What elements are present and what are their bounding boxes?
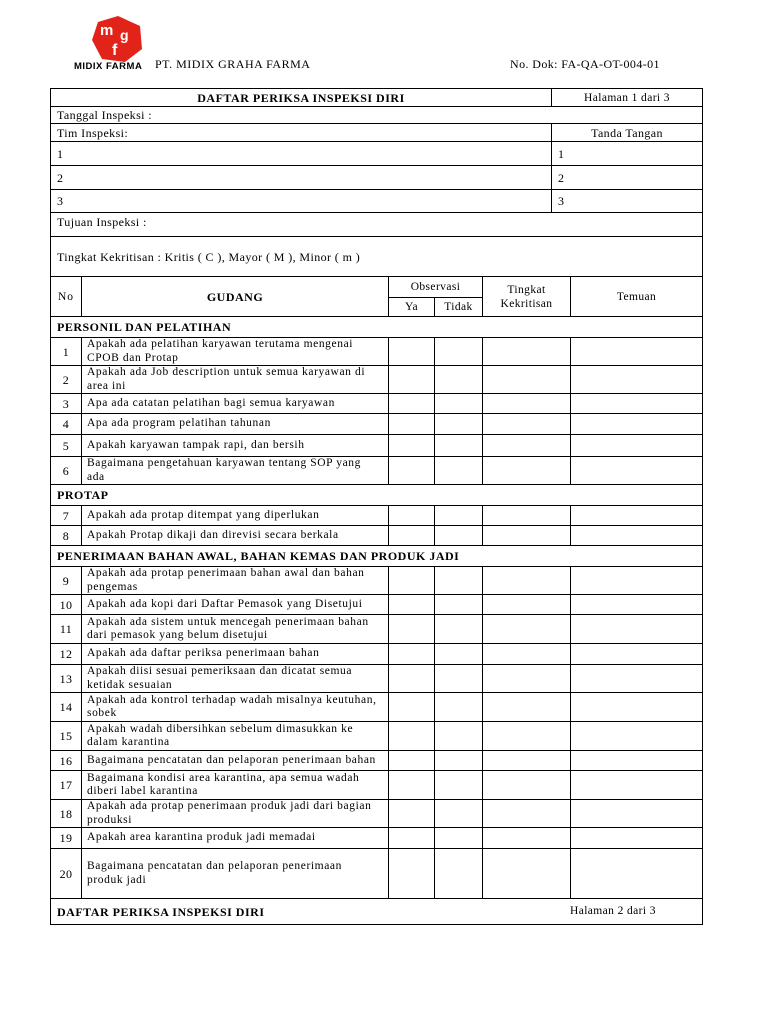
observation-yes-cell (388, 525, 434, 545)
team-member-row: 1 (50, 141, 551, 165)
item-question: Apa ada program pelatihan tahunan (81, 413, 388, 434)
observation-yes-cell (388, 643, 434, 664)
item-question: Apakah ada kopi dari Daftar Pemasok yang Disetujui (81, 594, 388, 614)
checklist-row (50, 337, 702, 365)
observation-yes-cell (388, 848, 434, 898)
observation-no-cell (434, 337, 482, 365)
observation-no-cell (434, 505, 482, 525)
criticality-cell (482, 614, 570, 643)
criticality-cell (482, 594, 570, 614)
item-number: 5 (50, 434, 81, 456)
observation-no-cell (434, 525, 482, 545)
item-number: 7 (50, 505, 81, 525)
criticality-cell (482, 750, 570, 770)
column-header-observation: Observasi (388, 276, 482, 297)
item-number: 6 (50, 456, 81, 484)
criticality-cell (482, 505, 570, 525)
checklist-row (50, 664, 702, 692)
observation-yes-cell (388, 770, 434, 799)
observation-yes-cell (388, 456, 434, 484)
item-number: 9 (50, 566, 81, 594)
team-member-row: 3 (50, 189, 551, 212)
findings-cell (570, 614, 702, 643)
criticality-cell (482, 721, 570, 750)
item-question: Apakah wadah dibersihkan sebelum dimasukkan ke dalam karantina (81, 721, 388, 750)
section-header: PROTAP (50, 484, 702, 505)
criticality-cell (482, 770, 570, 799)
logo-wordmark: MIDIX FARMA (74, 61, 143, 72)
findings-cell (570, 643, 702, 664)
checklist-row (50, 365, 702, 393)
footer-row (50, 898, 702, 924)
item-question: Bagaimana pencatatan dan pelaporan penerimaan bahan (81, 750, 388, 770)
item-number: 8 (50, 525, 81, 545)
item-question: Apakah ada pelatihan karyawan terutama mengenai CPOB dan Protap (81, 337, 388, 365)
item-number: 11 (50, 614, 81, 643)
logo-letter-f: f (112, 42, 118, 59)
findings-cell (570, 848, 702, 898)
document-number: No. Dok: FA-QA-OT-004-01 (510, 57, 660, 71)
item-number: 12 (50, 643, 81, 664)
column-header-area: GUDANG (81, 276, 388, 316)
inspection-purpose-label: Tujuan Inspeksi : (50, 212, 702, 236)
item-question: Apakah ada protap penerimaan produk jadi dari bagian produksi (81, 799, 388, 827)
observation-yes-cell (388, 750, 434, 770)
criticality-cell (482, 413, 570, 434)
checklist-row (50, 692, 702, 721)
findings-cell (570, 505, 702, 525)
item-number: 1 (50, 337, 81, 365)
observation-no-cell (434, 721, 482, 750)
logo-letter-g: g (120, 27, 129, 43)
criticality-cell (482, 456, 570, 484)
item-number: 16 (50, 750, 81, 770)
observation-yes-cell (388, 393, 434, 413)
item-question: Apakah Protap dikaji dan direvisi secara berkala (81, 525, 388, 545)
checklist-row (50, 827, 702, 848)
criticality-cell (482, 692, 570, 721)
logo-letter-m: m (100, 22, 114, 39)
checklist-row (50, 505, 702, 525)
item-number: 4 (50, 413, 81, 434)
findings-cell (570, 799, 702, 827)
findings-cell (570, 692, 702, 721)
findings-cell (570, 721, 702, 750)
findings-cell (570, 393, 702, 413)
checklist-row (50, 393, 702, 413)
checklist-row (50, 770, 702, 799)
criticality-cell (482, 393, 570, 413)
observation-yes-cell (388, 413, 434, 434)
item-number: 14 (50, 692, 81, 721)
observation-no-cell (434, 664, 482, 692)
company-logo-icon (92, 16, 142, 62)
observation-yes-cell (388, 721, 434, 750)
observation-no-cell (434, 643, 482, 664)
observation-no-cell (434, 750, 482, 770)
checklist-row (50, 721, 702, 750)
column-header-no: No (50, 276, 81, 316)
criticality-cell (482, 337, 570, 365)
criticality-cell (482, 643, 570, 664)
observation-no-cell (434, 614, 482, 643)
column-header-yes: Ya (388, 297, 434, 316)
checklist-row (50, 614, 702, 643)
item-question: Apakah ada protap penerimaan bahan awal dan bahan pengemas (81, 566, 388, 594)
criticality-cell (482, 827, 570, 848)
item-number: 17 (50, 770, 81, 799)
signature-row: 3 (551, 189, 702, 212)
item-question: Apakah area karantina produk jadi memadai (81, 827, 388, 848)
item-question: Apakah ada sistem untuk mencegah penerimaan bahan dari pemasok yang belum disetujui (81, 614, 388, 643)
checklist-row (50, 525, 702, 545)
observation-yes-cell (388, 664, 434, 692)
item-question: Apakah ada daftar periksa penerimaan bahan (81, 643, 388, 664)
criticality-cell (482, 434, 570, 456)
findings-cell (570, 770, 702, 799)
observation-no-cell (434, 827, 482, 848)
observation-yes-cell (388, 365, 434, 393)
signature-row: 2 (551, 165, 702, 189)
observation-no-cell (434, 799, 482, 827)
inspection-form (50, 88, 703, 925)
column-header-criticality: Tingkat Kekritisan (482, 276, 570, 316)
item-number: 20 (50, 848, 81, 898)
item-number: 10 (50, 594, 81, 614)
form-title: DAFTAR PERIKSA INSPEKSI DIRI (50, 88, 551, 106)
signature-row: 1 (551, 141, 702, 165)
observation-yes-cell (388, 827, 434, 848)
observation-yes-cell (388, 337, 434, 365)
item-number: 18 (50, 799, 81, 827)
item-question: Apakah ada protap ditempat yang diperlukan (81, 505, 388, 525)
criticality-cell (482, 525, 570, 545)
item-question: Bagaimana pencatatan dan pelaporan penerimaan produk jadi (81, 848, 388, 898)
findings-cell (570, 337, 702, 365)
item-number: 13 (50, 664, 81, 692)
findings-cell (570, 456, 702, 484)
inspection-date-label: Tanggal Inspeksi : (50, 106, 702, 123)
column-header-findings: Temuan (570, 276, 702, 316)
findings-cell (570, 434, 702, 456)
criticality-cell (482, 566, 570, 594)
observation-yes-cell (388, 799, 434, 827)
observation-no-cell (434, 434, 482, 456)
checklist-row (50, 848, 702, 898)
item-number: 2 (50, 365, 81, 393)
findings-cell (570, 827, 702, 848)
observation-no-cell (434, 413, 482, 434)
footer-page-indicator: Halaman 2 dari 3 (570, 905, 656, 917)
observation-no-cell (434, 692, 482, 721)
findings-cell (570, 664, 702, 692)
section-header: PENERIMAAN BAHAN AWAL, BAHAN KEMAS DAN PRODUK JADI (50, 545, 702, 566)
item-number: 19 (50, 827, 81, 848)
observation-yes-cell (388, 566, 434, 594)
observation-no-cell (434, 594, 482, 614)
inspection-team-label: Tim Inspeksi: (50, 123, 551, 141)
observation-yes-cell (388, 614, 434, 643)
findings-cell (570, 750, 702, 770)
column-header-no-answer: Tidak (434, 297, 482, 316)
company-name: PT. MIDIX GRAHA FARMA (155, 57, 311, 71)
item-question: Bagaimana pengetahuan karyawan tentang SOP yang ada (81, 456, 388, 484)
item-number: 15 (50, 721, 81, 750)
criticality-legend: Tingkat Kekritisan : Kritis ( C ), Mayor ( M ), Minor ( m ) (50, 236, 702, 276)
criticality-cell (482, 799, 570, 827)
checklist-row (50, 566, 702, 594)
item-question: Bagaimana kondisi area karantina, apa semua wadah diberi label karantina (81, 770, 388, 799)
observation-no-cell (434, 393, 482, 413)
criticality-cell (482, 848, 570, 898)
checklist-row (50, 456, 702, 484)
checklist-row (50, 594, 702, 614)
observation-no-cell (434, 365, 482, 393)
checklist-row (50, 434, 702, 456)
team-member-row: 2 (50, 165, 551, 189)
item-question: Apakah ada kontrol terhadap wadah misalnya keutuhan, sobek (81, 692, 388, 721)
item-question: Apakah ada Job description untuk semua karyawan di area ini (81, 365, 388, 393)
item-number: 3 (50, 393, 81, 413)
checklist-row (50, 750, 702, 770)
observation-yes-cell (388, 505, 434, 525)
findings-cell (570, 594, 702, 614)
observation-yes-cell (388, 434, 434, 456)
checklist-row (50, 413, 702, 434)
observation-no-cell (434, 566, 482, 594)
findings-cell (570, 566, 702, 594)
observation-yes-cell (388, 594, 434, 614)
findings-cell (570, 413, 702, 434)
checklist-row (50, 643, 702, 664)
criticality-cell (482, 365, 570, 393)
checklist-row (50, 799, 702, 827)
footer-title: DAFTAR PERIKSA INSPEKSI DIRI (57, 904, 265, 919)
observation-no-cell (434, 770, 482, 799)
observation-no-cell (434, 456, 482, 484)
findings-cell (570, 525, 702, 545)
findings-cell (570, 365, 702, 393)
criticality-cell (482, 664, 570, 692)
observation-no-cell (434, 848, 482, 898)
signature-label: Tanda Tangan (551, 123, 702, 141)
item-question: Apa ada catatan pelatihan bagi semua karyawan (81, 393, 388, 413)
item-question: Apakah karyawan tampak rapi, dan bersih (81, 434, 388, 456)
observation-yes-cell (388, 692, 434, 721)
section-header: PERSONIL DAN PELATIHAN (50, 316, 702, 337)
item-question: Apakah diisi sesuai pemeriksaan dan dicatat semua ketidak sesuaian (81, 664, 388, 692)
page-indicator: Halaman 1 dari 3 (551, 88, 702, 106)
